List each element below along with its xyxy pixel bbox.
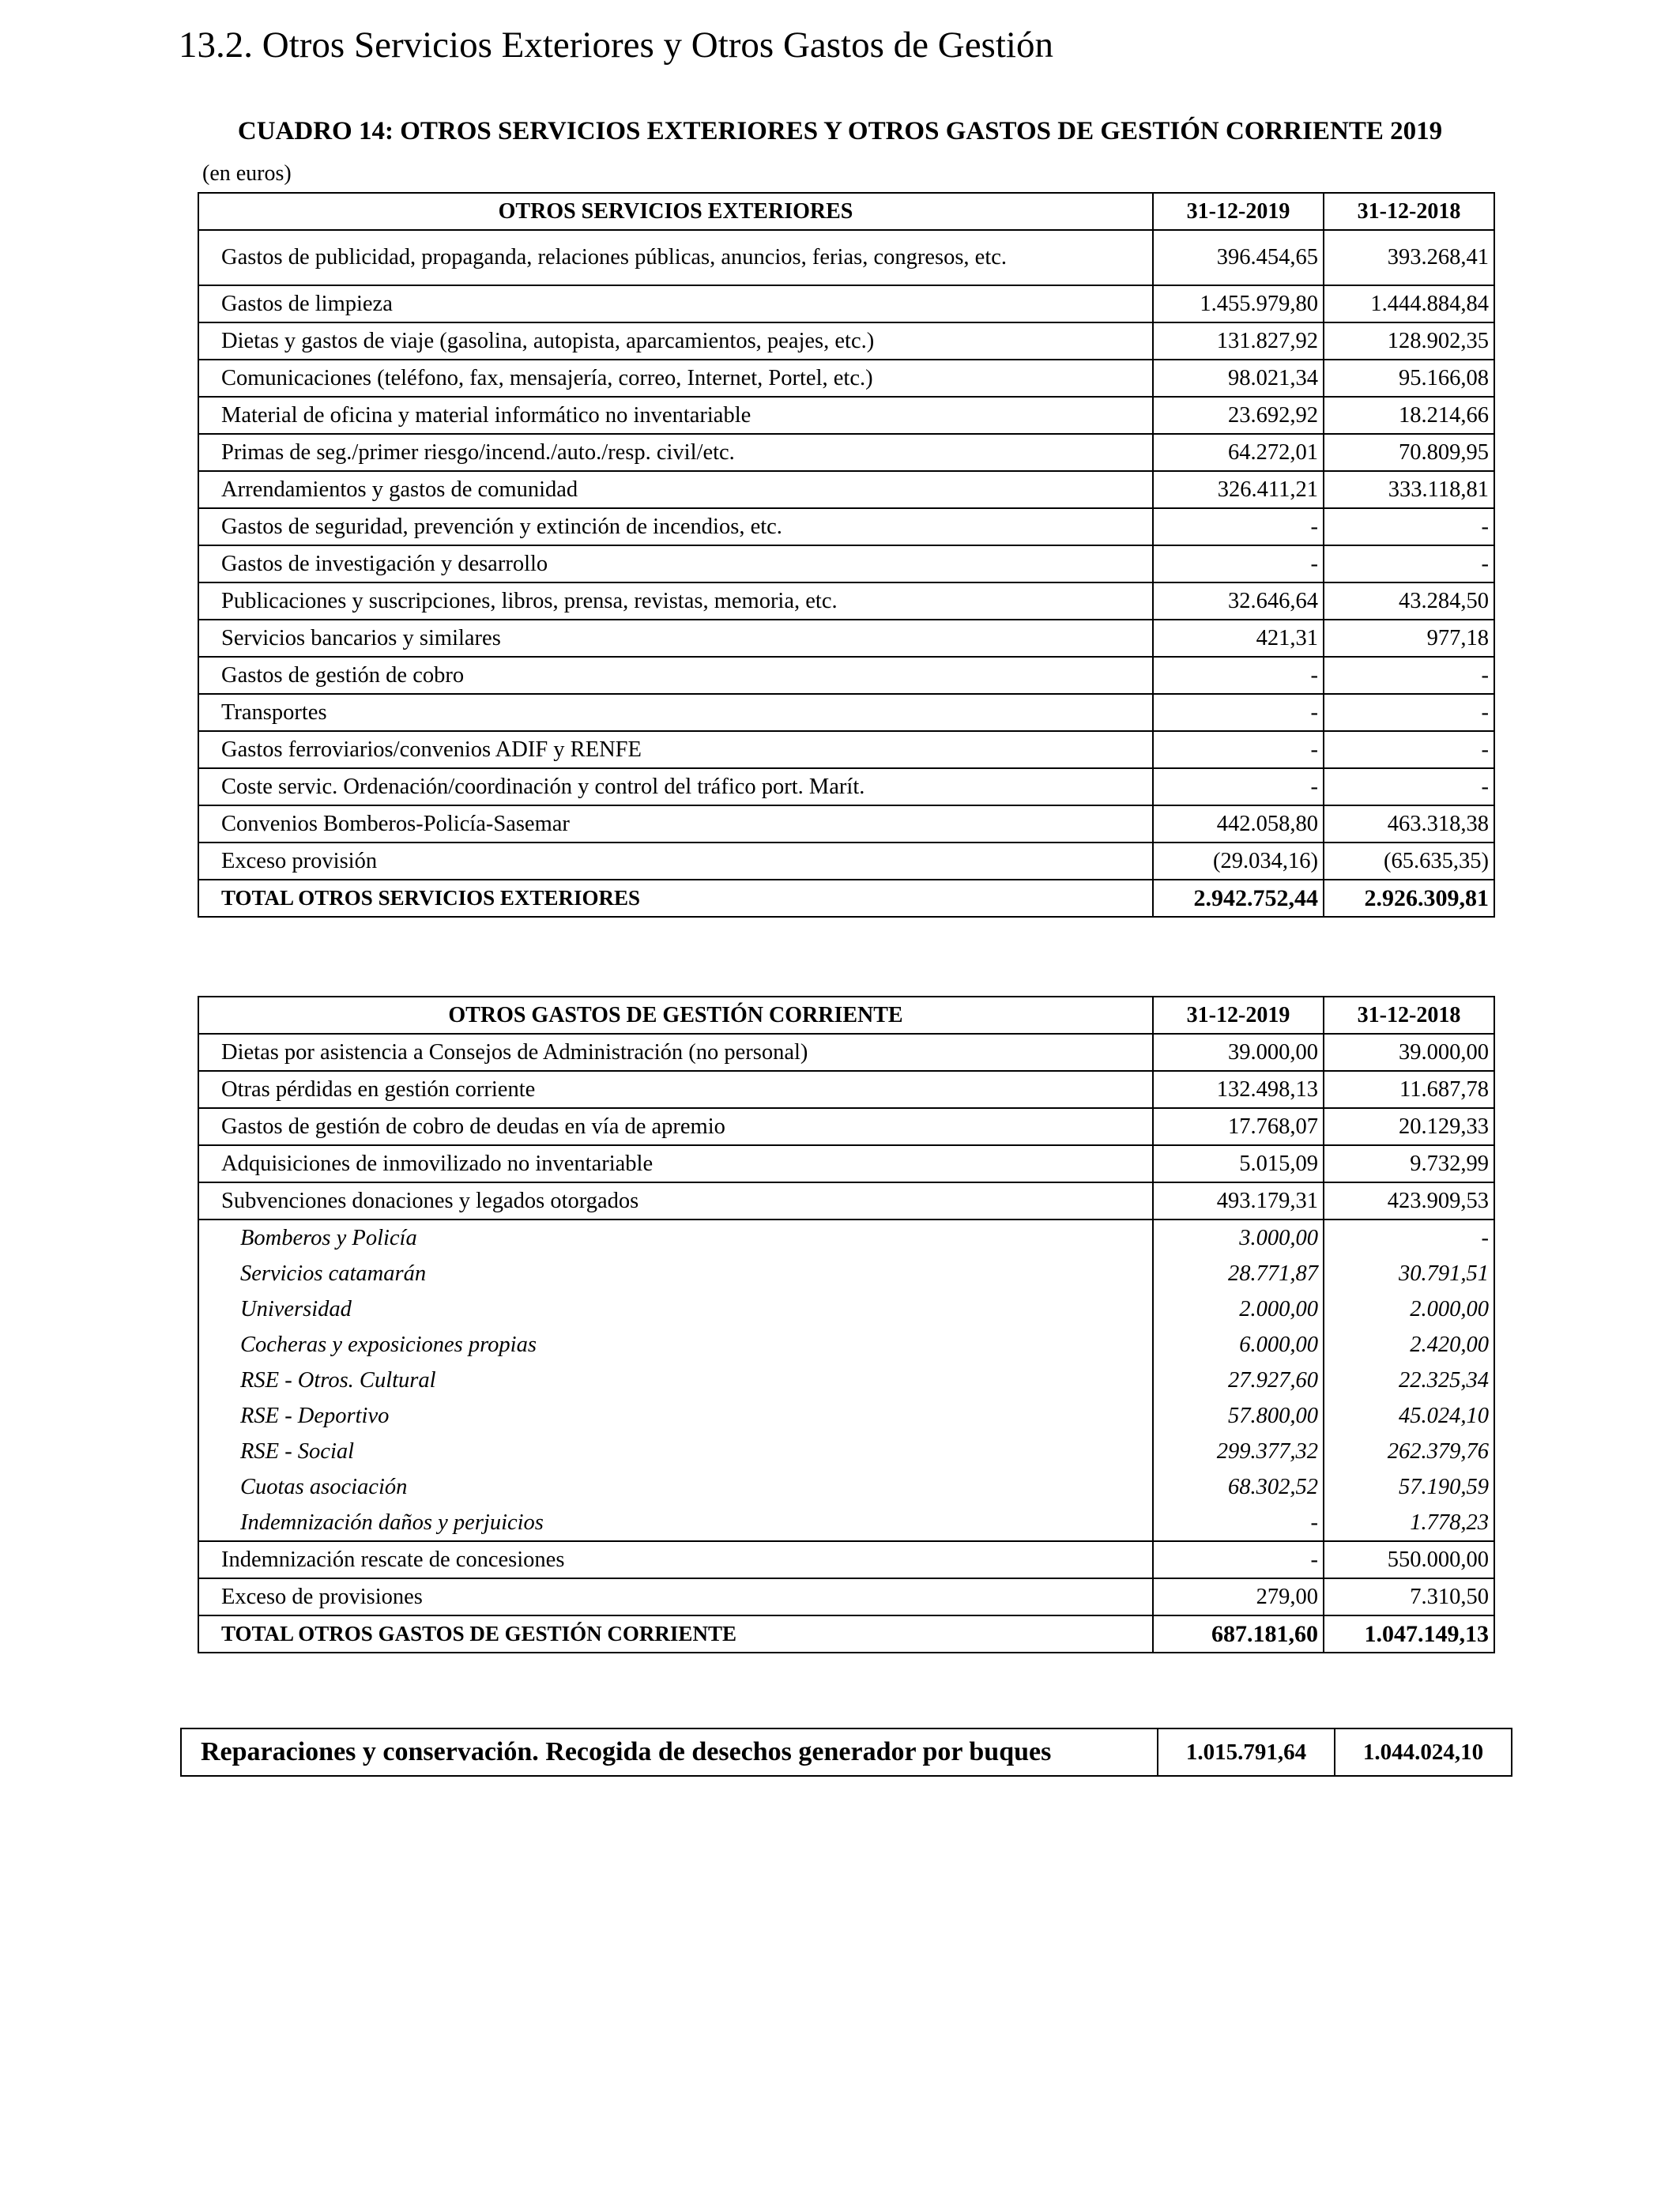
table-row — [198, 1291, 1494, 1327]
table-row — [198, 657, 1494, 694]
value-2018: 333.118,81 — [1324, 471, 1494, 508]
row-label: Cocheras y exposiciones propias — [198, 1327, 1153, 1363]
otros-gastos-gestion-table — [198, 996, 1495, 1653]
value-2018: 463.318,38 — [1324, 805, 1494, 843]
value-2019: - — [1153, 768, 1324, 805]
column-header-concept: OTROS GASTOS DE GESTIÓN CORRIENTE — [198, 997, 1153, 1034]
value-2019: 687.181,60 — [1153, 1615, 1324, 1653]
table-title: CUADRO 14: OTROS SERVICIOS EXTERIORES Y OTROS GASTOS DE GESTIÓN CORRIENTE 2019 — [237, 117, 1443, 145]
row-label: Primas de seg./primer riesgo/incend./auto./resp. civil/etc. — [198, 434, 1153, 471]
row-label: Gastos de gestión de cobro — [198, 657, 1153, 694]
value-2019: 64.272,01 — [1153, 434, 1324, 471]
row-label: Universidad — [198, 1291, 1153, 1327]
table-row — [198, 508, 1494, 545]
row-label: Servicios catamarán — [198, 1256, 1153, 1291]
value-2018: 95.166,08 — [1324, 360, 1494, 397]
value-2018: 977,18 — [1324, 620, 1494, 657]
value-2018: 423.909,53 — [1324, 1182, 1494, 1220]
row-label: Otras pérdidas en gestión corriente — [198, 1071, 1153, 1108]
row-label: Subvenciones donaciones y legados otorgados — [198, 1182, 1153, 1220]
table-row — [198, 1505, 1494, 1541]
value-2018: 2.000,00 — [1324, 1291, 1494, 1327]
value-2018: - — [1324, 545, 1494, 582]
column-header-2018: 31-12-2018 — [1324, 997, 1494, 1034]
table-header-row — [198, 193, 1494, 230]
value-2018: 45.024,10 — [1324, 1398, 1494, 1434]
table-row — [198, 843, 1494, 880]
value-2018: 1.047.149,13 — [1324, 1615, 1494, 1653]
value-2019: (29.034,16) — [1153, 843, 1324, 880]
row-label: Bomberos y Policía — [198, 1220, 1153, 1256]
row-label: Gastos de seguridad, prevención y extinción de incendios, etc. — [198, 508, 1153, 545]
row-label: Gastos de limpieza — [198, 285, 1153, 322]
row-label: Indemnización daños y perjuicios — [198, 1505, 1153, 1541]
column-header-concept: OTROS SERVICIOS EXTERIORES — [198, 193, 1153, 230]
value-2019: 2.000,00 — [1153, 1291, 1324, 1327]
value-2018: - — [1324, 1220, 1494, 1256]
value-2018: 2.926.309,81 — [1324, 880, 1494, 917]
table-row — [198, 471, 1494, 508]
value-2018: 2.420,00 — [1324, 1327, 1494, 1363]
value-2019: - — [1153, 545, 1324, 582]
reparaciones-row — [181, 1728, 1512, 1776]
table-row — [198, 1220, 1494, 1256]
table-row — [198, 434, 1494, 471]
table-row — [198, 360, 1494, 397]
reparaciones-2019: 1.015.791,64 — [1158, 1728, 1335, 1776]
value-2018: - — [1324, 694, 1494, 731]
value-2019: 57.800,00 — [1153, 1398, 1324, 1434]
table-row — [198, 805, 1494, 843]
value-2019: 396.454,65 — [1153, 230, 1324, 285]
table-row — [198, 768, 1494, 805]
value-2018: 57.190,59 — [1324, 1469, 1494, 1505]
reparaciones-table — [180, 1728, 1512, 1777]
table-row — [198, 1615, 1494, 1653]
table-row — [198, 694, 1494, 731]
table-row — [198, 285, 1494, 322]
value-2018: 1.444.884,84 — [1324, 285, 1494, 322]
value-2018: 1.778,23 — [1324, 1505, 1494, 1541]
row-label: Gastos de investigación y desarrollo — [198, 545, 1153, 582]
value-2019: - — [1153, 1541, 1324, 1578]
row-label: Dietas y gastos de viaje (gasolina, autopista, aparcamientos, peajes, etc.) — [198, 322, 1153, 360]
units-note: (en euros) — [202, 161, 292, 186]
value-2018: 11.687,78 — [1324, 1071, 1494, 1108]
row-label: Material de oficina y material informático no inventariable — [198, 397, 1153, 434]
table-row — [198, 1578, 1494, 1615]
row-label: RSE - Social — [198, 1434, 1153, 1469]
row-label: TOTAL OTROS GASTOS DE GESTIÓN CORRIENTE — [198, 1615, 1153, 1653]
value-2019: 279,00 — [1153, 1578, 1324, 1615]
value-2018: 43.284,50 — [1324, 582, 1494, 620]
row-label: Arrendamientos y gastos de comunidad — [198, 471, 1153, 508]
value-2018: 39.000,00 — [1324, 1034, 1494, 1071]
row-label: Publicaciones y suscripciones, libros, prensa, revistas, memoria, etc. — [198, 582, 1153, 620]
row-label: Dietas por asistencia a Consejos de Administración (no personal) — [198, 1034, 1153, 1071]
table-row — [198, 620, 1494, 657]
value-2019: 326.411,21 — [1153, 471, 1324, 508]
table-row — [198, 1182, 1494, 1220]
value-2018: (65.635,35) — [1324, 843, 1494, 880]
row-label: Cuotas asociación — [198, 1469, 1153, 1505]
value-2018: 30.791,51 — [1324, 1256, 1494, 1291]
value-2019: 23.692,92 — [1153, 397, 1324, 434]
table-row — [198, 880, 1494, 917]
value-2018: 18.214,66 — [1324, 397, 1494, 434]
value-2019: 1.455.979,80 — [1153, 285, 1324, 322]
value-2019: - — [1153, 1505, 1324, 1541]
table-row — [198, 1469, 1494, 1505]
table-row — [198, 1256, 1494, 1291]
table-row — [198, 1034, 1494, 1071]
table-row — [198, 1145, 1494, 1182]
table-row — [198, 1327, 1494, 1363]
value-2019: 2.942.752,44 — [1153, 880, 1324, 917]
row-label: Gastos ferroviarios/convenios ADIF y RENFE — [198, 731, 1153, 768]
value-2019: 5.015,09 — [1153, 1145, 1324, 1182]
value-2019: 442.058,80 — [1153, 805, 1324, 843]
value-2018: 22.325,34 — [1324, 1363, 1494, 1398]
table-row — [198, 1398, 1494, 1434]
value-2019: 32.646,64 — [1153, 582, 1324, 620]
row-label: RSE - Otros. Cultural — [198, 1363, 1153, 1398]
table-header-row — [198, 997, 1494, 1034]
value-2018: 128.902,35 — [1324, 322, 1494, 360]
value-2018: - — [1324, 508, 1494, 545]
value-2019: 299.377,32 — [1153, 1434, 1324, 1469]
row-label: TOTAL OTROS SERVICIOS EXTERIORES — [198, 880, 1153, 917]
table-row — [198, 322, 1494, 360]
row-label: Transportes — [198, 694, 1153, 731]
table-row — [198, 1071, 1494, 1108]
otros-servicios-exteriores-table — [198, 192, 1495, 918]
row-label: Coste servic. Ordenación/coordinación y control del tráfico port. Marít. — [198, 768, 1153, 805]
value-2019: 28.771,87 — [1153, 1256, 1324, 1291]
value-2019: 493.179,31 — [1153, 1182, 1324, 1220]
column-header-2018: 31-12-2018 — [1324, 193, 1494, 230]
value-2019: 27.927,60 — [1153, 1363, 1324, 1398]
value-2018: 7.310,50 — [1324, 1578, 1494, 1615]
value-2018: 550.000,00 — [1324, 1541, 1494, 1578]
row-label: Gastos de publicidad, propaganda, relaciones públicas, anuncios, ferias, congresos, etc. — [198, 230, 1153, 285]
row-label: RSE - Deportivo — [198, 1398, 1153, 1434]
row-label: Gastos de gestión de cobro de deudas en vía de apremio — [198, 1108, 1153, 1145]
value-2019: 421,31 — [1153, 620, 1324, 657]
value-2018: 9.732,99 — [1324, 1145, 1494, 1182]
column-header-2019: 31-12-2019 — [1153, 193, 1324, 230]
table-row — [198, 731, 1494, 768]
section-title: 13.2. Otros Servicios Exteriores y Otros Gastos de Gestión — [179, 25, 1053, 66]
value-2019: - — [1153, 657, 1324, 694]
value-2019: 6.000,00 — [1153, 1327, 1324, 1363]
row-label: Exceso provisión — [198, 843, 1153, 880]
value-2018: 262.379,76 — [1324, 1434, 1494, 1469]
row-label: Exceso de provisiones — [198, 1578, 1153, 1615]
value-2018: 70.809,95 — [1324, 434, 1494, 471]
table-row — [198, 397, 1494, 434]
value-2019: 39.000,00 — [1153, 1034, 1324, 1071]
value-2019: 131.827,92 — [1153, 322, 1324, 360]
value-2019: 3.000,00 — [1153, 1220, 1324, 1256]
value-2019: 68.302,52 — [1153, 1469, 1324, 1505]
table-row — [198, 230, 1494, 285]
value-2019: - — [1153, 731, 1324, 768]
row-label: Servicios bancarios y similares — [198, 620, 1153, 657]
table-row — [198, 1363, 1494, 1398]
value-2018: 393.268,41 — [1324, 230, 1494, 285]
table-row — [198, 1108, 1494, 1145]
table-row — [198, 1434, 1494, 1469]
value-2019: 17.768,07 — [1153, 1108, 1324, 1145]
table-row — [198, 1541, 1494, 1578]
table-row — [198, 582, 1494, 620]
value-2019: - — [1153, 508, 1324, 545]
value-2019: - — [1153, 694, 1324, 731]
value-2018: - — [1324, 731, 1494, 768]
value-2018: - — [1324, 768, 1494, 805]
value-2018: 20.129,33 — [1324, 1108, 1494, 1145]
row-label: Comunicaciones (teléfono, fax, mensajería, correo, Internet, Portel, etc.) — [198, 360, 1153, 397]
value-2019: 132.498,13 — [1153, 1071, 1324, 1108]
value-2019: 98.021,34 — [1153, 360, 1324, 397]
reparaciones-label: Reparaciones y conservación. Recogida de desechos generador por buques — [181, 1728, 1158, 1776]
table-row — [198, 545, 1494, 582]
row-label: Adquisiciones de inmovilizado no inventariable — [198, 1145, 1153, 1182]
column-header-2019: 31-12-2019 — [1153, 997, 1324, 1034]
row-label: Indemnización rescate de concesiones — [198, 1541, 1153, 1578]
value-2018: - — [1324, 657, 1494, 694]
reparaciones-2018: 1.044.024,10 — [1335, 1728, 1512, 1776]
row-label: Convenios Bomberos-Policía-Sasemar — [198, 805, 1153, 843]
